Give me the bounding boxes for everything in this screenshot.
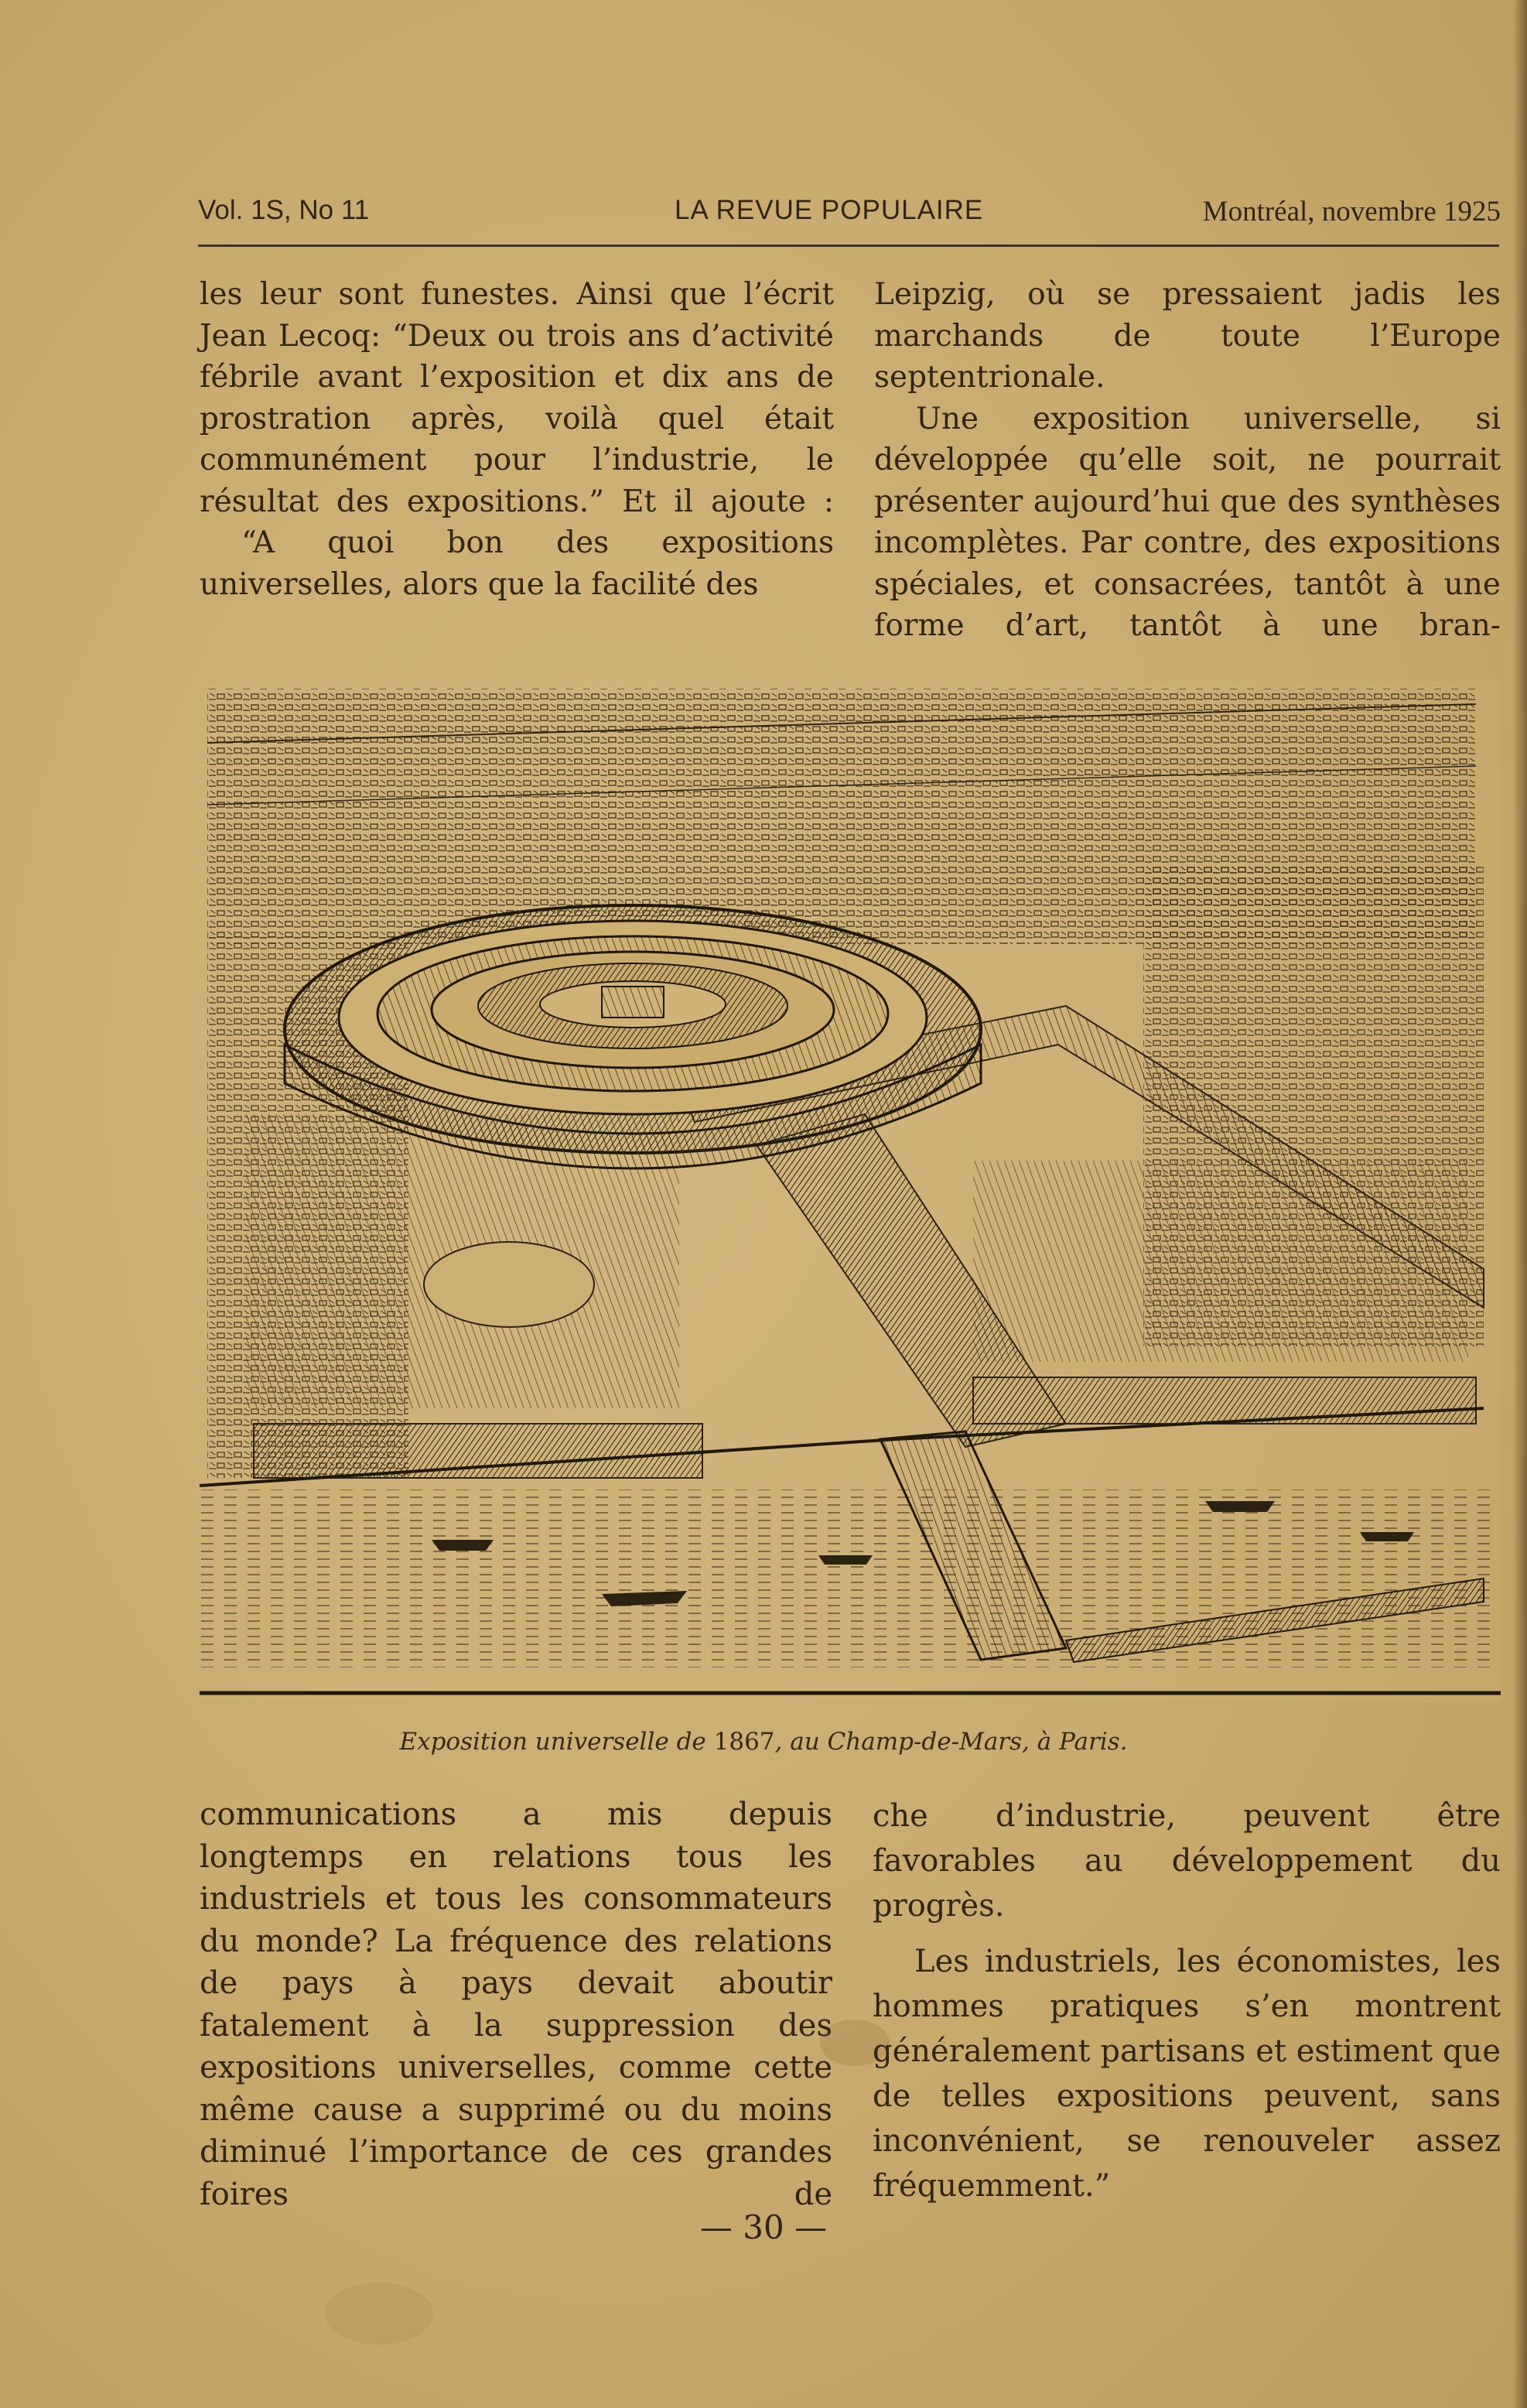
column-bottom-left xyxy=(200,1794,832,2215)
column-top-left xyxy=(200,274,834,605)
paragraph: Les industriels, les économistes, les hommes pratiques s’en montrent généralement partisans et estiment que de telles expositions peuvent, sans inconvénient, se renouveler assez fréquemment.” xyxy=(873,1944,1501,2204)
column-top-right xyxy=(874,274,1501,647)
paper-stain xyxy=(325,2283,433,2345)
publication-title: LA REVUE POPULAIRE xyxy=(675,195,984,225)
paragraph: communications a mis depuis longtemps en relations tous les industriels et tous les consommateurs du monde? La fréquence des relations de pays à pays devait aboutir fatalement à la suppression des expositions universelles, comme cette même cause a supprimé ou du moins diminué l’importance de ces grandes foires de xyxy=(200,1797,832,2212)
issue-date: Montréal, novembre 1925 xyxy=(1202,196,1501,227)
exposition-engraving xyxy=(200,681,1501,1702)
volume-number: Vol. 1S, No 11 xyxy=(198,195,370,225)
caption-year: 1867 xyxy=(713,1728,775,1756)
page-edge-shadow xyxy=(1513,0,1527,2408)
column-bottom-right xyxy=(873,1794,1501,2208)
illustration-caption xyxy=(0,1728,1527,1756)
paragraph: les leur sont funestes. Ainsi que l’écrit Jean Lecoq: “Deux ou trois ans d’activité fébrile avant l’exposition et dix ans de prostration après, voilà quel était communément pour l’industrie, le résultat des expositions.” Et il ajoute : xyxy=(200,277,834,519)
header-rule xyxy=(198,245,1499,247)
page-number: — 30 — xyxy=(699,2208,828,2246)
paragraph: Leipzig, où se pressaient jadis les marchands de toute l’Europe septentrionale. xyxy=(874,277,1501,395)
paragraph: che d’industrie, peuvent être favorables au développement du progrès. xyxy=(873,1798,1501,1924)
caption-text: Exposition universelle de xyxy=(399,1728,714,1756)
running-header xyxy=(198,195,1501,231)
paragraph: “A quoi bon des expositions universelles, alors que la facilité des xyxy=(200,525,834,602)
paragraph: Une exposition universelle, si développée qu’elle soit, ne pourrait présenter aujourd’hui que des synthèses incomplètes. Par contre, des expositions spéciales, et consacrées, tantôt à une forme d’art, tantôt à une bran- xyxy=(874,401,1501,643)
caption-text: , au Champ-de-Mars, à Paris. xyxy=(774,1728,1128,1756)
